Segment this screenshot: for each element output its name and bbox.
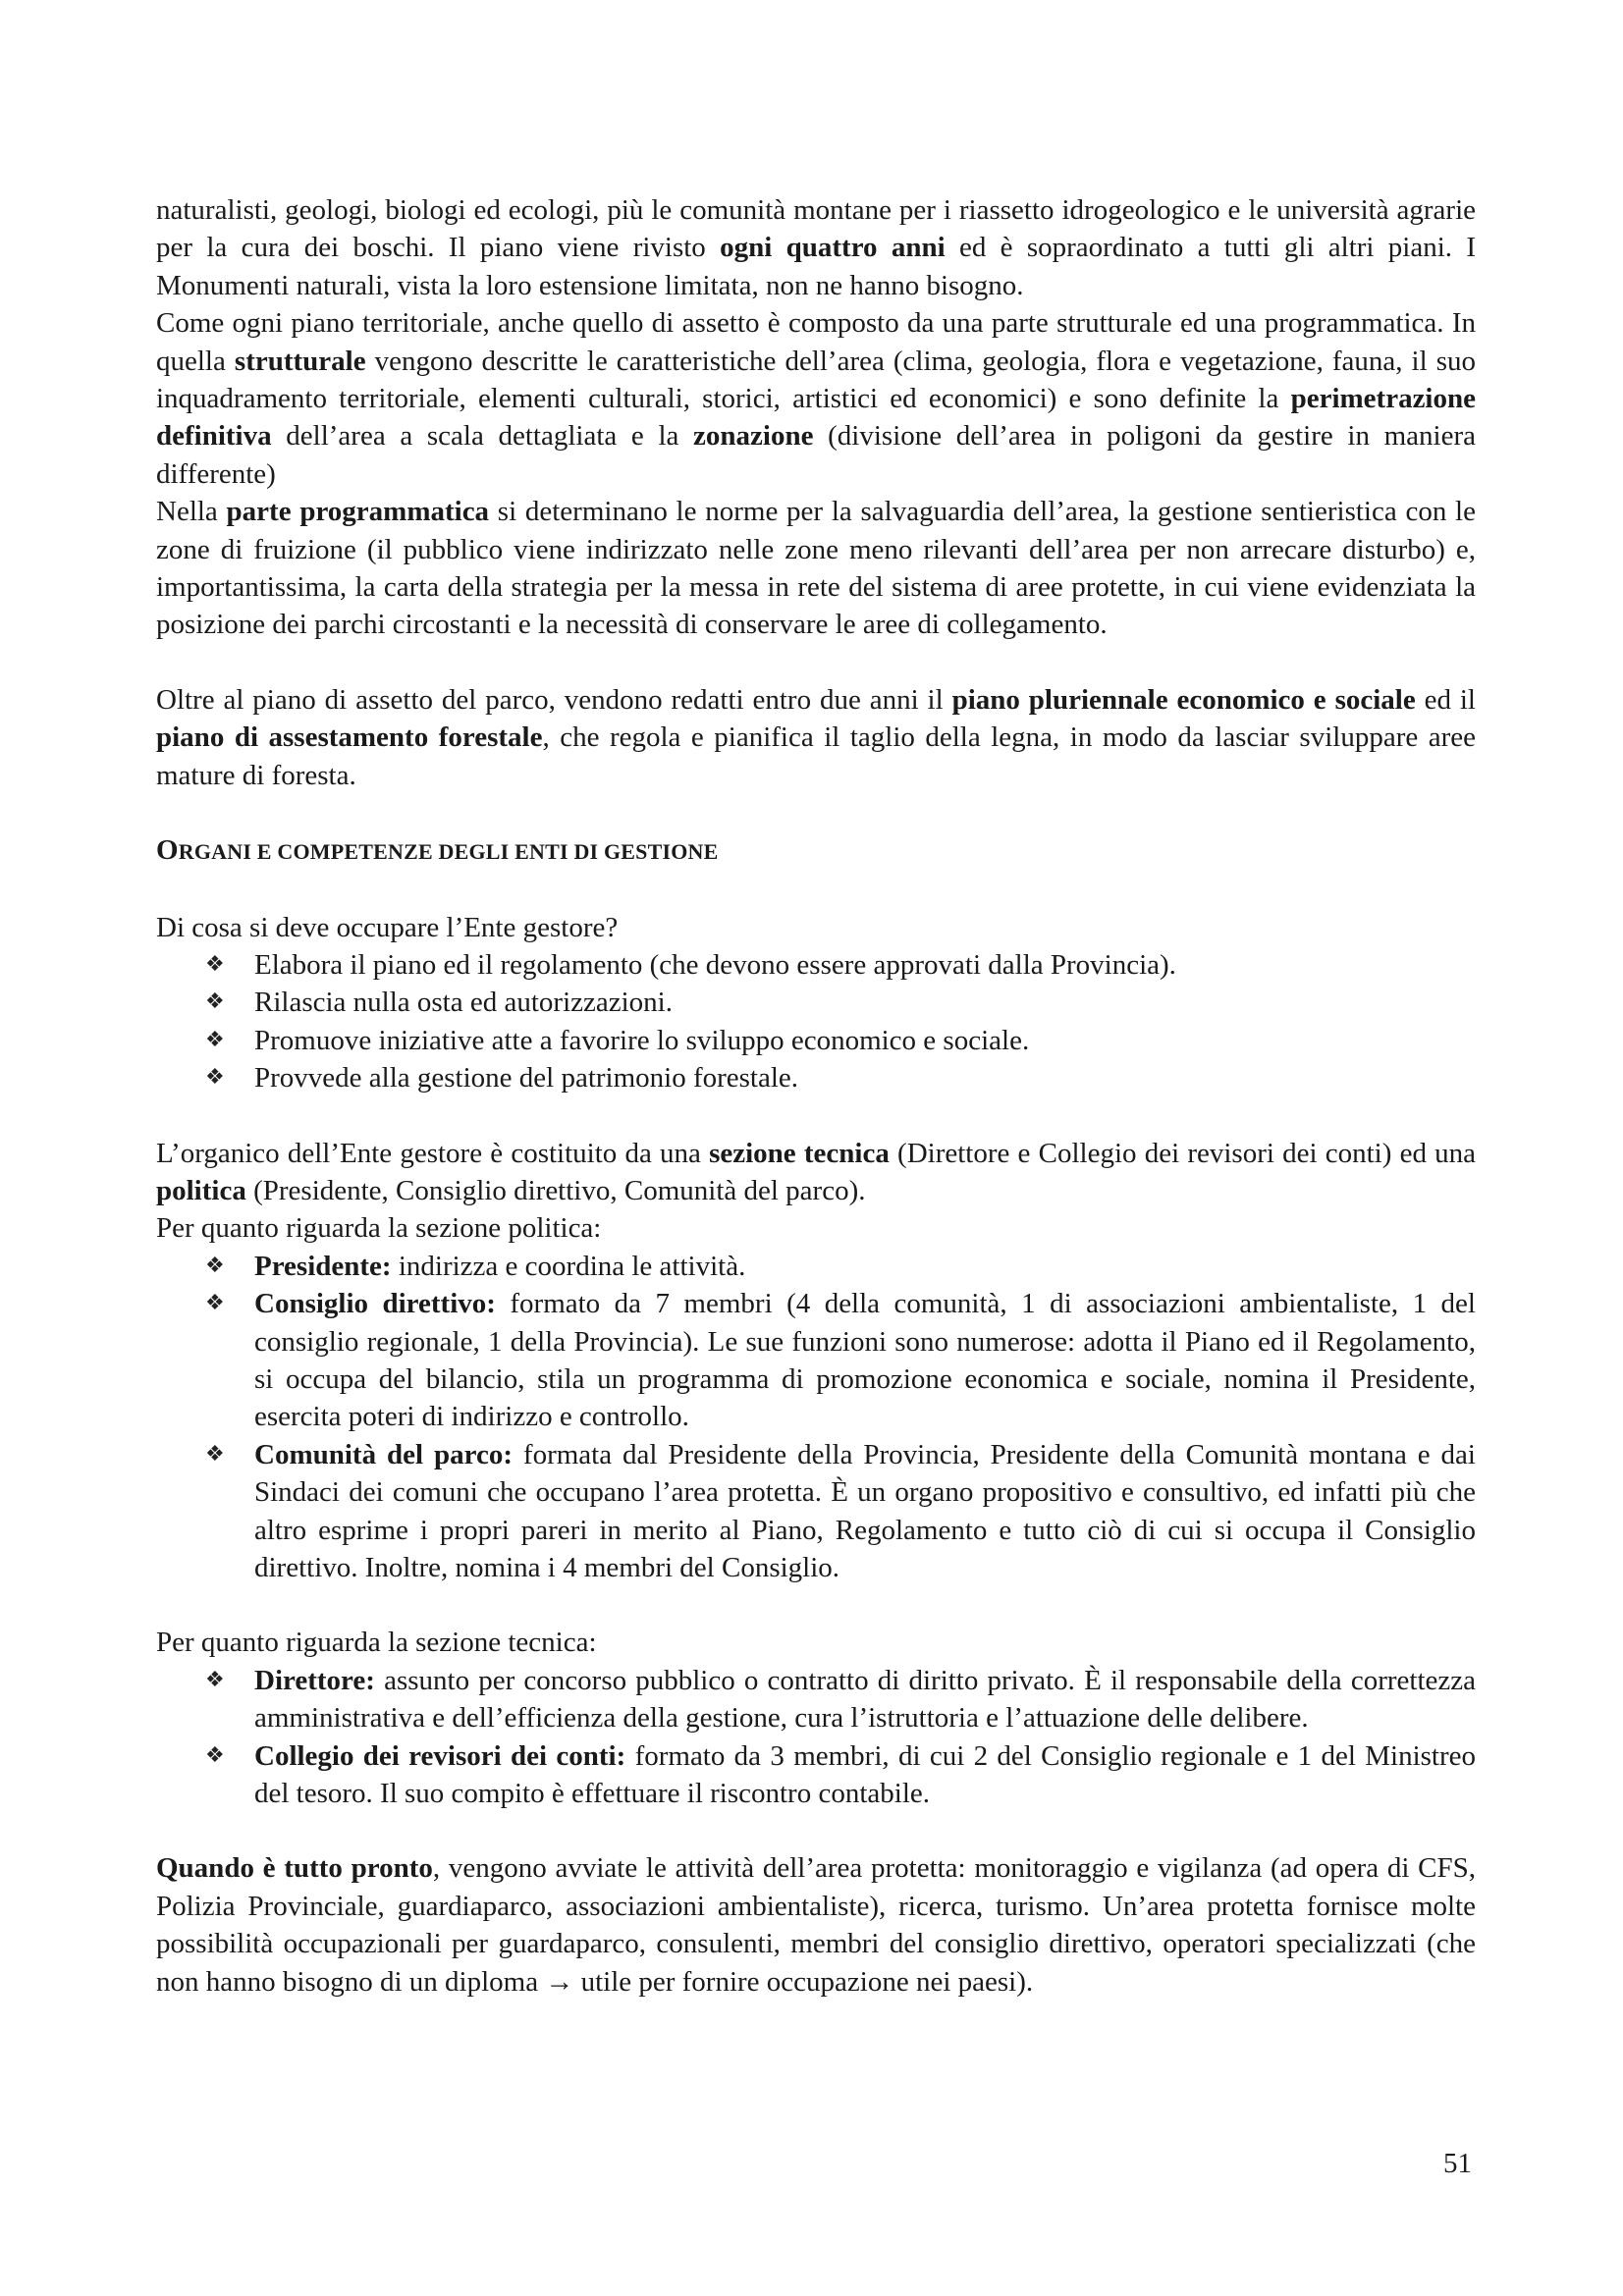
heading-rest: RGANI E COMPETENZE DEGLI ENTI DI GESTIONE [178, 839, 719, 865]
text-run: L’organico dell’Ente gestore è costituito da una [156, 1137, 710, 1169]
spacer [156, 794, 1476, 831]
text-run: Elabora il piano ed il regolamento (che devono essere approvati dalla Provincia). [254, 948, 1176, 981]
bold-text: parte programmatica [226, 496, 490, 528]
text-run: (divisione dell’area in poligoni da gestire in maniera differente) [156, 420, 1476, 490]
bold-text: Quando è tutto pronto [156, 1852, 433, 1885]
list-item [156, 984, 1476, 1021]
text-run: (Presidente, Consiglio direttivo, Comunità del parco). [245, 1174, 866, 1206]
text-run: utile per fornire occupazione nei paesi). [573, 1965, 1034, 1998]
bold-text: piano di assestamento forestale [156, 721, 543, 754]
page-body [156, 191, 1476, 2001]
text-run: formato da 7 membri (4 della comunità, 1 di associazioni ambientaliste, 1 del consiglio regionale, 1 della Provincia). Le sue funzioni sono numerose: adotta il Piano ed il Regolamento, si occupa del bilancio, stila un programma di promozione economica e sociale, nomina il Presidente, esercita poteri di indirizzo e controllo. [254, 1288, 1476, 1433]
spacer [156, 1586, 1476, 1624]
list-item [156, 1436, 1476, 1587]
spacer [156, 644, 1476, 681]
text-run: vengono descritte le caratteristiche dell’area (clima, geologia, flora e vegetazione, fauna, il suo inquadramento territoriale, elementi culturali, storici, artistici ed economici) e sono definite la [156, 345, 1476, 415]
text-run: (Direttore e Collegio dei revisori dei conti) ed una [889, 1137, 1477, 1169]
text-run: → [545, 1965, 574, 1998]
bullet-list-political [156, 1248, 1476, 1587]
section-heading [156, 831, 1476, 871]
text-run: Provvede alla gestione del patrimonio forestale. [254, 1062, 799, 1095]
text-run: Come ogni piano territoriale, anche quello di assetto è composto da una parte strutturale ed una programmatica. In quella [156, 307, 1476, 377]
text-run: assunto per concorso pubblico o contratto di diritto privato. È il responsabile della correttezza amministrativa e dell’efficienza della gestione, cura l’istruttoria e l’attuazione delle delibere. [254, 1664, 1476, 1735]
bold-text: Collegio dei revisori dei conti: [254, 1739, 626, 1772]
diamond-bullet-icon: ❖ [205, 1253, 225, 1278]
paragraph: Per quanto riguarda la sezione tecnica: [156, 1627, 597, 1659]
bold-text: Comunità del parco: [254, 1438, 513, 1470]
bullet-list-duties [156, 946, 1476, 1097]
text-run: Nella [156, 496, 227, 528]
text-run: Promuove iniziative atte a favorire lo sviluppo economico e sociale. [254, 1024, 1030, 1056]
bold-text: perimetrazione definitiva [156, 383, 1476, 453]
diamond-bullet-icon: ❖ [205, 1027, 225, 1052]
spacer [156, 1812, 1476, 1849]
list-item [156, 1022, 1476, 1059]
bold-text: politica [156, 1174, 246, 1206]
paragraph [156, 681, 1476, 794]
diamond-bullet-icon: ❖ [205, 951, 225, 977]
bold-text: Consiglio direttivo: [254, 1288, 496, 1320]
bullet-list-technical [156, 1662, 1476, 1813]
bold-text: sezione tecnica [709, 1137, 890, 1169]
paragraph [156, 304, 1476, 493]
diamond-bullet-icon: ❖ [205, 1441, 225, 1467]
paragraph [156, 1849, 1476, 2001]
list-item [156, 1285, 1476, 1436]
bold-text: strutturale [234, 345, 366, 377]
text-run: indirizza e coordina le attività. [391, 1250, 746, 1282]
list-item [156, 1737, 1476, 1813]
text-run: formato da 3 membri, di cui 2 del Consiglio regionale e 1 del Ministreo del tesoro. Il suo compito è effettuare il riscontro contabile. [254, 1739, 1477, 1810]
paragraph: Di cosa si deve occupare l’Ente gestore? [156, 911, 619, 943]
list-item [156, 1248, 1476, 1285]
diamond-bullet-icon: ❖ [205, 1667, 225, 1692]
list-item [156, 946, 1476, 984]
text-run: ed il [1415, 683, 1476, 716]
text-run: , che regola e pianifica il taglio della legna, in modo da lasciar sviluppare aree mature di foresta. [156, 721, 1477, 791]
text-run: dell’area a scala dettagliata e la [271, 420, 694, 453]
bold-text: ogni quattro anni [720, 232, 946, 264]
bold-text: Presidente: [254, 1250, 392, 1282]
bold-text: Direttore: [254, 1664, 375, 1696]
paragraph [156, 1135, 1476, 1210]
spacer [156, 872, 1476, 909]
text-run: , vengono avviate le attività dell’area protetta: monitoraggio e vigilanza (ad opera di CFS, Polizia Provinciale, guardiaparco, associazioni ambientaliste), ricerca, turismo. Un’area protetta fornisce molte possibilità occupazionali per guardaparco, consulenti, membri del consiglio direttivo, operatori specializzati (che non hanno bisogno di un diploma [156, 1852, 1476, 1998]
paragraph [156, 493, 1476, 644]
diamond-bullet-icon: ❖ [205, 989, 225, 1015]
heading-initial: O [156, 834, 179, 867]
text-run: formata dal Presidente della Provincia, Presidente della Comunità montana e dai Sindaci dei comuni che occupano l’area protetta. È un organo propositivo e consultivo, ed infatti più che altro esprime i propri pareri in merito al Piano, Regolamento e tutto ciò di cui si occupa il Consiglio direttivo. Inoltre, nomina i 4 membri del Consiglio. [254, 1438, 1476, 1583]
text-run: si determinano le norme per la salvaguardia dell’area, la gestione sentieristica con le zone di fruizione (il pubblico viene indirizzato nelle zone meno rilevanti dell’area per non arrecare disturbo) e, importantissima, la carta della strategia per la messa in rete del sistema di aree protette, in cui viene evidenziata la posizione dei parchi circostanti e la necessità di conservare le aree di collegamento. [156, 496, 1476, 641]
paragraph: Per quanto riguarda la sezione politica: [156, 1212, 602, 1245]
text-run: naturalisti, geologi, biologi ed ecologi, più le comunità montane per i riassetto idrogeologico e le università agrarie per la cura dei boschi. Il piano viene rivisto [156, 194, 1476, 264]
text-run: ed è sopraordinato a tutti gli altri piani. I Monumenti naturali, vista la loro estensione limitata, non ne hanno bisogno. [156, 232, 1476, 301]
text-run: Rilascia nulla osta ed autorizzazioni. [254, 987, 673, 1019]
bold-text: zonazione [693, 420, 814, 453]
paragraph [156, 191, 1476, 304]
diamond-bullet-icon: ❖ [205, 1065, 225, 1091]
diamond-bullet-icon: ❖ [205, 1742, 225, 1768]
spacer [156, 1097, 1476, 1135]
list-item [156, 1059, 1476, 1096]
list-item [156, 1662, 1476, 1737]
page-number: 51 [1443, 2148, 1472, 2179]
diamond-bullet-icon: ❖ [205, 1291, 225, 1316]
text-run: Oltre al piano di assetto del parco, vendono redatti entro due anni il [156, 683, 952, 716]
bold-text: piano pluriennale economico e sociale [951, 683, 1416, 716]
